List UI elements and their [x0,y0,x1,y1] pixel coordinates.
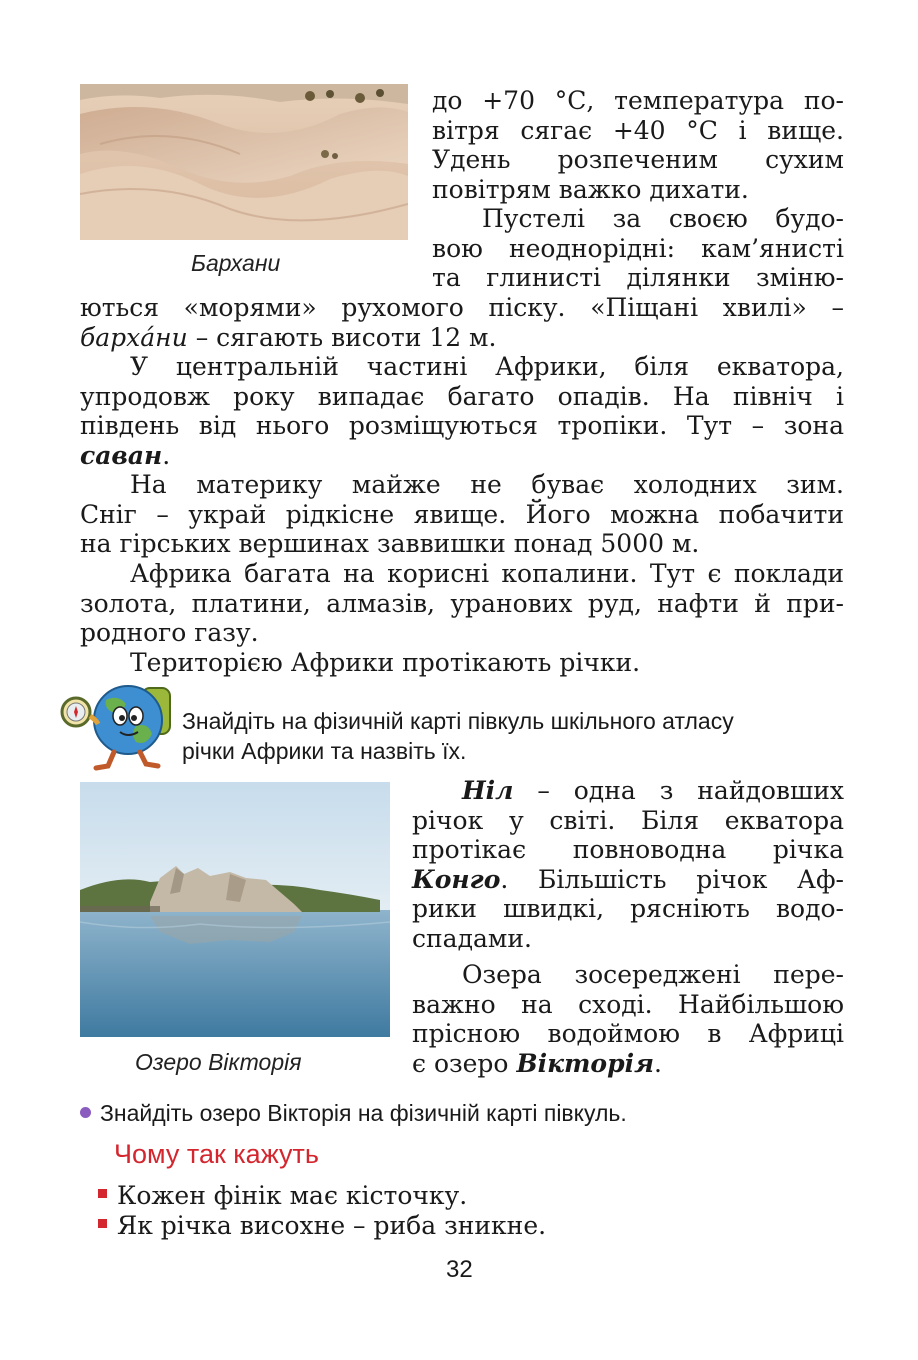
term-nile: Ніл [462,776,514,805]
term-barkhany: барха́ни [80,322,188,352]
text-line: Конго. Більшість річок Аф- [412,864,844,894]
text-line: саван. [80,440,171,470]
sayings-heading: Чому так кажуть [114,1139,319,1169]
text-line: та глинисті ділянки зміню- [432,263,844,292]
text-line: до +70 °С, температура по- [432,86,844,115]
term-savanna: саван [80,440,163,470]
paragraph-lakes [412,960,844,1078]
paragraph-nile [412,776,844,953]
paragraph-dunes-end [80,293,844,352]
text-line: рики швидкі, рясніють водо- [412,894,844,923]
text-line: ються «морями» рухомого піску. «Піщані хвилі» – [80,293,844,322]
text-line: золота, платини, алмазів, уранових руд, нафти й при- [80,588,844,618]
text-line: річок у світі. Біля екватора [412,805,844,835]
text-line: У центральній частині Африки, біля екватора, [130,352,844,381]
sayings-list [98,1181,546,1240]
text-line: упродовж року випадає багато опадів. На північ і [80,381,844,411]
paragraph-minerals [80,559,844,648]
text-line: Ніл – одна з найдовших [462,776,844,805]
text-line: Озера зосереджені пере- [462,960,844,989]
lake-caption: Озеро Вікторія [135,1049,302,1075]
text-line: барха́ни – сягають висоти 12 м. [80,322,497,352]
text-line: на гірських вершинах заввишки понад 5000 м. [80,529,700,558]
list-item: Як річка висохне – риба зникне. [98,1211,546,1241]
bullet-dot-icon [80,1107,91,1118]
text-line: спадами. [412,923,532,953]
paragraph-savanna [80,352,844,470]
text-line: повітрям важко дихати. [432,174,749,204]
text-line: Сніг – украй рідкісне явище. Його можна побачити [80,499,844,529]
list-item: Кожен фінік має кісточку. [98,1181,546,1211]
text-line: Удень розпеченим сухим [432,145,844,174]
bullet-square-icon [98,1219,107,1228]
paragraph-desert-temperature [432,86,844,293]
dunes-photo [80,84,408,240]
globe-mascot-icon [56,676,178,772]
text-line: є озеро Вікторія. [412,1048,662,1078]
text-line: родного газу. [80,618,259,647]
text-line: прісною водоймою в Африці [412,1019,844,1048]
text-line: Пустелі за своєю будо- [482,204,844,233]
text-line: Африка багата на корисні копалини. Тут є поклади [130,559,844,588]
text-line: На материку майже не буває холодних зим. [130,470,844,499]
term-victoria: Вікторія [516,1048,654,1078]
lake-victoria-photo [80,782,390,1037]
page-number: 32 [446,1256,473,1283]
text-line: річки Африки та назвіть їх. [182,738,467,764]
task-find-lake [80,1098,627,1128]
dunes-caption: Бархани [191,250,281,276]
text-line: Знайдіть на фізичній карті півкуль шкільного атласу [182,708,734,734]
text-line: важно на сході. Найбільшою [412,989,844,1019]
task-find-rivers [182,706,734,766]
text-line: протікає повноводна річка [412,835,844,864]
text-line: вою неоднорідні: кам’янисті [432,233,844,263]
task-text: Знайдіть озеро Вікторія на фізичній карті півкуль. [100,1100,627,1126]
bullet-square-icon [98,1189,107,1198]
term-congo: Конго [412,864,501,894]
text-line: вітря сягає +40 °С і вище. [432,115,844,145]
text-line: південь від нього розміщуються тропіки. Тут – зона [80,411,844,440]
paragraph-snow [80,470,844,559]
paragraph-rivers: Територією Африки протікають річки. [130,648,641,677]
